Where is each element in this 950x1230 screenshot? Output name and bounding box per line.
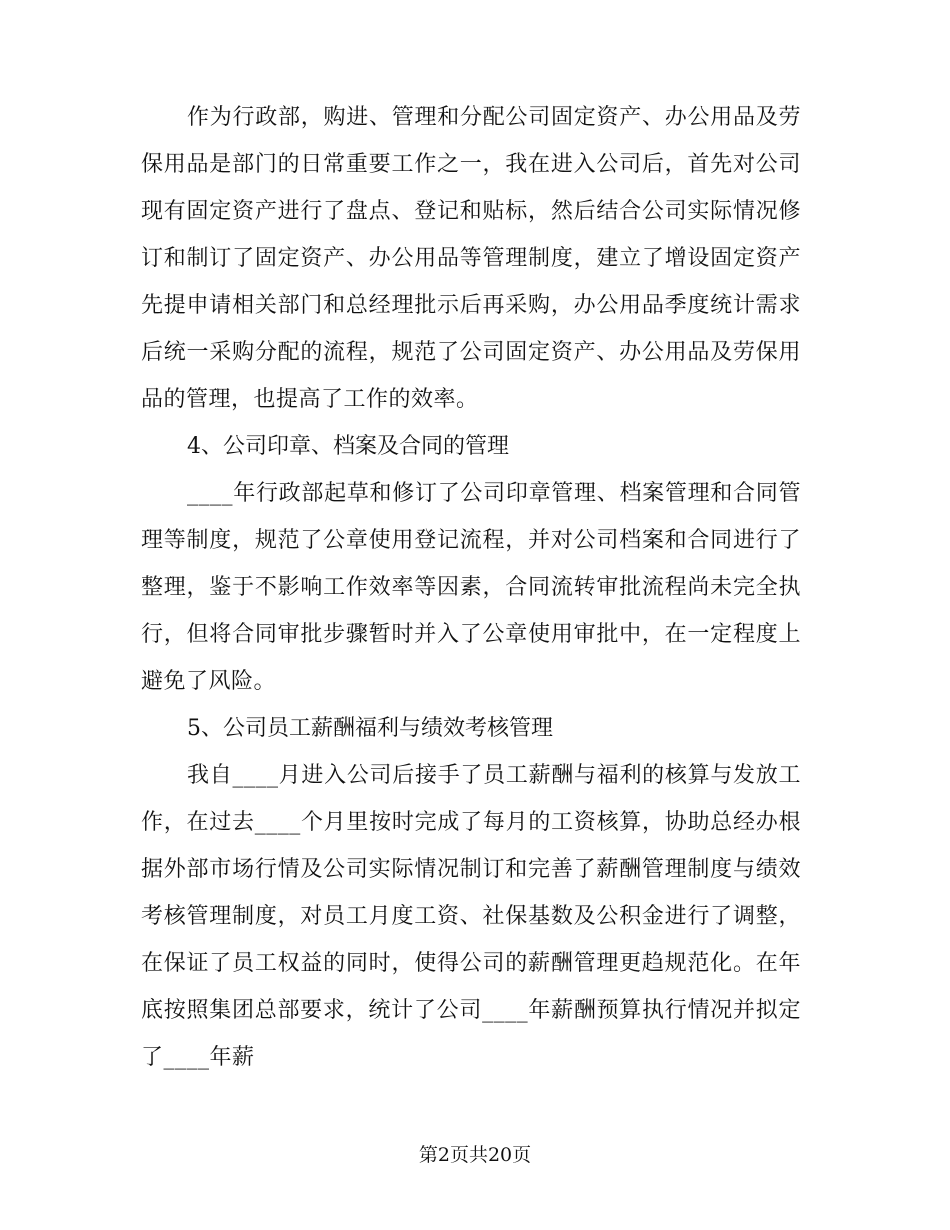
paragraph-seals-archives-contracts: ____年行政部起草和修订了公司印章管理、档案管理和合同管理等制度，规范了公章使用登记流程，并对公司档案和合同进行了整理，鉴于不影响工作效率等因素，合同流转审批流程尚未完全执行，但将合同审批步骤暂时并入了公章使用审批中，在一定程度上避免了风险。	[141, 481, 801, 694]
section-heading-seals-archives-contracts: 4、公司印章、档案及合同的管理	[187, 434, 509, 459]
page-number-footer: 第2页共20页	[418, 1144, 532, 1166]
paragraph-fixed-assets: 作为行政部，购进、管理和分配公司固定资产、办公用品及劳保用品是部门的日常重要工作之一，我在进入公司后，首先对公司现有固定资产进行了盘点、登记和贴标，然后结合公司实际情况修订和制订了固定资产、办公用品等管理制度，建立了增设固定资产先提申请相关部门和总经理批示后再采购，办公用品季度统计需求后统一采购分配的流程，规范了公司固定资产、办公用品及劳保用品的管理，也提高了工作的效率。	[141, 105, 801, 412]
paragraph-compensation-performance: 我自____月进入公司后接手了员工薪酬与福利的核算与发放工作，在过去____个月里按时完成了每月的工资核算，协助总经办根据外部市场行情及公司实际情况制订和完善了薪酬管理制度与绩效考核管理制度，对员工月度工资、社保基数及公积金进行了调整，在保证了员工权益的同时，使得公司的薪酬管理更趋规范化。在年底按照集团总部要求，统计了公司____年薪酬预算执行情况并拟定了____年薪	[141, 763, 801, 1070]
section-heading-compensation-performance: 5、公司员工薪酬福利与绩效考核管理	[187, 716, 553, 741]
document-body	[141, 94, 801, 1081]
